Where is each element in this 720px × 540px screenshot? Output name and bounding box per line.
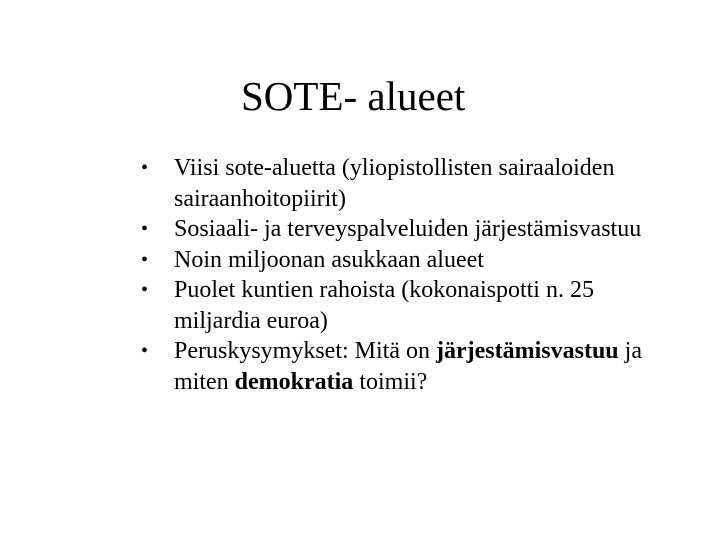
bullet-text-line: Sosiaali- ja terveyspalveluiden järjestämisvastuu xyxy=(174,216,642,242)
bullet-text-segment: miten xyxy=(174,368,235,395)
slide-title: SOTE- alueet xyxy=(241,73,466,119)
bullet-text-line xyxy=(174,367,720,398)
bullet-text-segment: toimii? xyxy=(353,368,428,395)
bullet-text-line: Viisi sote-aluetta (yliopistollisten sairaaloiden xyxy=(174,155,615,181)
bullet-text-line xyxy=(174,336,720,367)
bullet-item xyxy=(141,214,720,245)
bullet-item xyxy=(141,275,720,336)
bullet-item xyxy=(141,245,720,276)
bullet-marker: • xyxy=(141,157,149,179)
bullet-text-line: Noin miljoonan asukkaan alueet xyxy=(174,246,484,273)
bullet-text-line: sairaanhoitopiirit) xyxy=(174,185,346,212)
bullet-marker: • xyxy=(141,340,149,362)
bullet-text-segment: Peruskysymykset: Mitä on xyxy=(174,338,436,364)
bullet-marker: • xyxy=(141,218,149,240)
bullet-text-line: Puolet kuntien rahoista (kokonaispotti n. 25 xyxy=(174,277,594,303)
bullet-marker: • xyxy=(141,248,149,271)
bullet-item xyxy=(141,153,720,214)
bold-term: järjestämisvastuu xyxy=(436,338,619,364)
bullet-marker: • xyxy=(141,279,149,301)
bullet-text-line: miljardia euroa) xyxy=(174,307,328,334)
bold-term: demokratia xyxy=(234,368,354,395)
bullet-text-segment: ja xyxy=(618,338,642,364)
bullet-item xyxy=(141,336,720,397)
bullet-list xyxy=(141,153,720,397)
